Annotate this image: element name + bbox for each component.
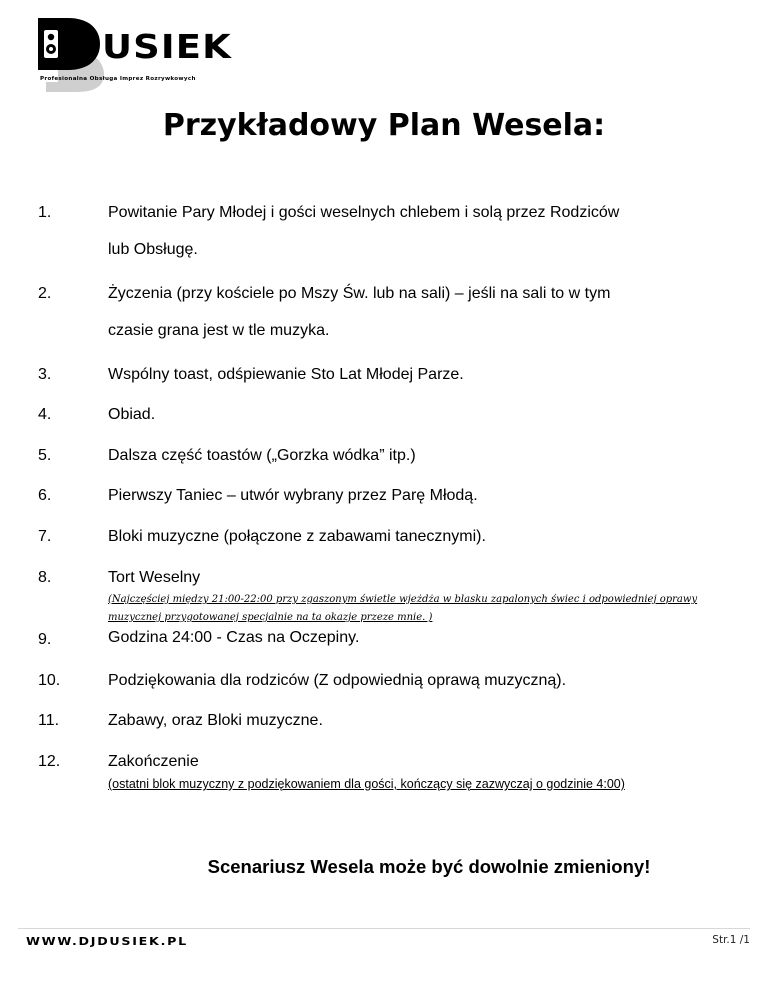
item-number: 12.	[38, 753, 61, 770]
item-number: 8.	[38, 569, 52, 586]
item-text: Godzina 24:00 - Czas na Oczepiny.	[108, 629, 360, 646]
logo-tagline: Profesionalna Obsługa Imprez Rozrywkowych	[40, 76, 196, 82]
item-number: 1.	[38, 204, 52, 221]
item-number: 3.	[38, 366, 52, 383]
footer-page-number: Str.1 /1	[712, 934, 750, 946]
item-number: 5.	[38, 447, 52, 464]
item-text-continued: czasie grana jest w tle muzyka.	[108, 322, 330, 339]
item-text: Powitanie Pary Młodej i gości weselnych chlebem i solą przez Rodziców	[108, 204, 620, 221]
item-text: Zabawy, oraz Bloki muzyczne.	[108, 712, 323, 729]
item-text: Dalsza część toastów („Gorzka wódka” itp.)	[108, 447, 416, 464]
item-text: Bloki muzyczne (połączone z zabawami tanecznymi).	[108, 528, 486, 545]
item-text: Zakończenie	[108, 753, 199, 770]
item-text: Podziękowania dla rodziców (Z odpowiednią oprawą muzyczną).	[108, 672, 567, 689]
item-note: (ostatni blok muzyczny z podziękowaniem dla gości, kończący się zazwyczaj o godzinie 4:00)	[108, 777, 625, 791]
item-text: Pierwszy Taniec – utwór wybrany przez Parę Młodą.	[108, 487, 478, 504]
footer-divider	[18, 928, 750, 929]
footer-website-link[interactable]: WWW.DJDUSIEK.PL	[26, 935, 188, 948]
logo-wordmark: USIEK	[102, 27, 232, 66]
item-note: (Najczęściej między 21:00-22:00 przy zgaszonym świetle wjeżdża w blasku zapalonych świec i odpowiedniej oprawy muzycznej przygotowanej specjalnie na ta okazje przeze mnie. )	[108, 594, 698, 623]
item-number: 9.	[38, 631, 52, 648]
page-title: Przykładowy Plan Wesela:	[162, 108, 606, 143]
item-number: 10.	[38, 672, 61, 689]
item-number: 7.	[38, 528, 52, 545]
item-text: Życzenia (przy kościele po Mszy Św. lub na sali) – jeśli na sali to w tym	[108, 285, 611, 302]
logo-speaker-d-icon	[38, 18, 100, 70]
item-text: Tort Weselny	[108, 569, 201, 586]
dusiek-logo	[38, 18, 232, 92]
item-text: Obiad.	[108, 406, 156, 423]
item-number: 4.	[38, 406, 52, 423]
item-number: 6.	[38, 487, 52, 504]
item-text: Wspólny toast, odśpiewanie Sto Lat Młodej Parze.	[108, 366, 464, 383]
item-number: 11.	[38, 712, 60, 729]
item-number: 2.	[38, 285, 52, 302]
item-text-continued: lub Obsługę.	[108, 241, 198, 258]
closing-remark: Scenariusz Wesela może być dowolnie zmieniony!	[207, 856, 651, 877]
